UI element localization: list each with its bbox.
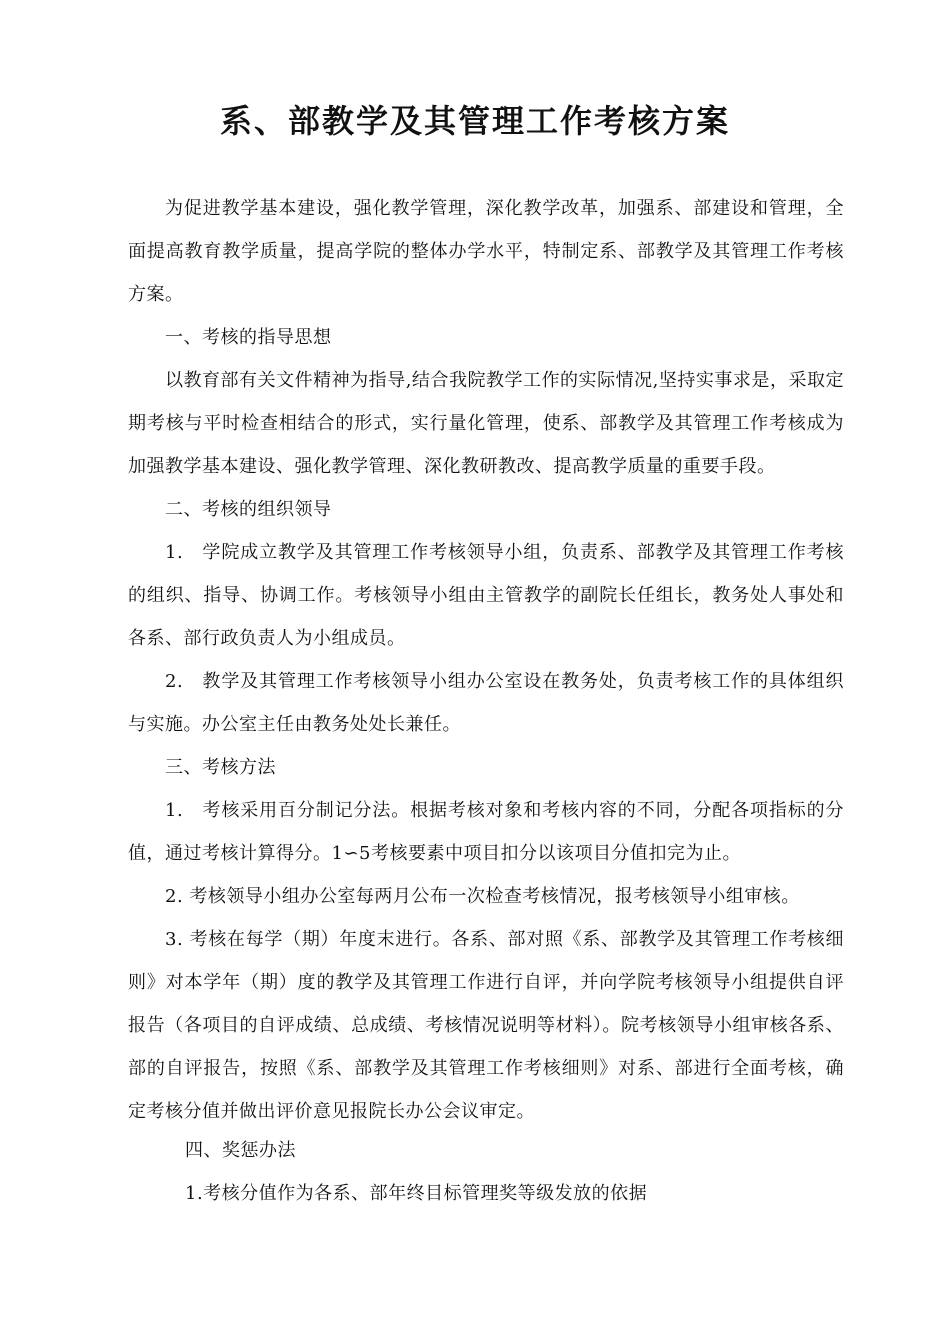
rewards-item-1: 1.考核分值作为各系、部年终目标管理奖等级发放的依据 xyxy=(185,1183,648,1204)
organization-item-1: 1. 学院成立教学及其管理工作考核领导小组，负责系、部教学及其管理工作考核的组织、指导、协调工作。考核领导小组由主管教学的副院长任组长，教务处人事处和各系、部行政负责人为小组成员。 xyxy=(128,542,844,649)
section-heading-method: 三、考核方法 xyxy=(165,757,276,778)
document-title: 系、部教学及其管理工作考核方案 xyxy=(219,102,730,140)
method-item-3: 3. 考核在每学（期）年度末进行。各系、部对照《系、部教学及其管理工作考核细则》对本学年（期）度的教学及其管理工作进行自评，并向学院考核领导小组提供自评报告（各项目的自评成绩、总成绩、考核情况说明等材料）。院考核领导小组审核各系、部的自评报告，按照《系、部教学及其管理工作考核细则》对系、部进行全面考核，确定考核分值并做出评价意见报院长办公会议审定。 xyxy=(128,929,844,1122)
section-heading-rewards: 四、奖惩办法 xyxy=(185,1140,296,1161)
method-item-2: 2. 考核领导小组办公室每两月公布一次检查考核情况，报考核领导小组审核。 xyxy=(165,886,800,907)
document-body xyxy=(128,187,844,1215)
organization-item-2: 2. 教学及其管理工作考核领导小组办公室设在教务处，负责考核工作的具体组织与实施。办公室主任由教务处处长兼任。 xyxy=(128,671,844,735)
intro-paragraph: 为促进教学基本建设，强化教学管理，深化教学改革，加强系、部建设和管理，全面提高教育教学质量，提高学院的整体办学水平，特制定系、部教学及其管理工作考核方案。 xyxy=(128,198,844,305)
section-heading-guiding-principle: 一、考核的指导思想 xyxy=(165,327,332,348)
method-item-1: 1. 考核采用百分制记分法。根据考核对象和考核内容的不同，分配各项指标的分值，通过考核计算得分。1∽5考核要素中项目扣分以该项目分值扣完为止。 xyxy=(128,800,844,864)
section-heading-organization: 二、考核的组织领导 xyxy=(165,499,332,520)
guiding-principle-paragraph: 以教育部有关文件精神为指导,结合我院教学工作的实际情况,坚持实事求是，采取定期考核与平时检查相结合的形式，实行量化管理，使系、部教学及其管理工作考核成为加强教学基本建设、强化教学管理、深化教研教改、提高教学质量的重要手段。 xyxy=(128,370,844,477)
